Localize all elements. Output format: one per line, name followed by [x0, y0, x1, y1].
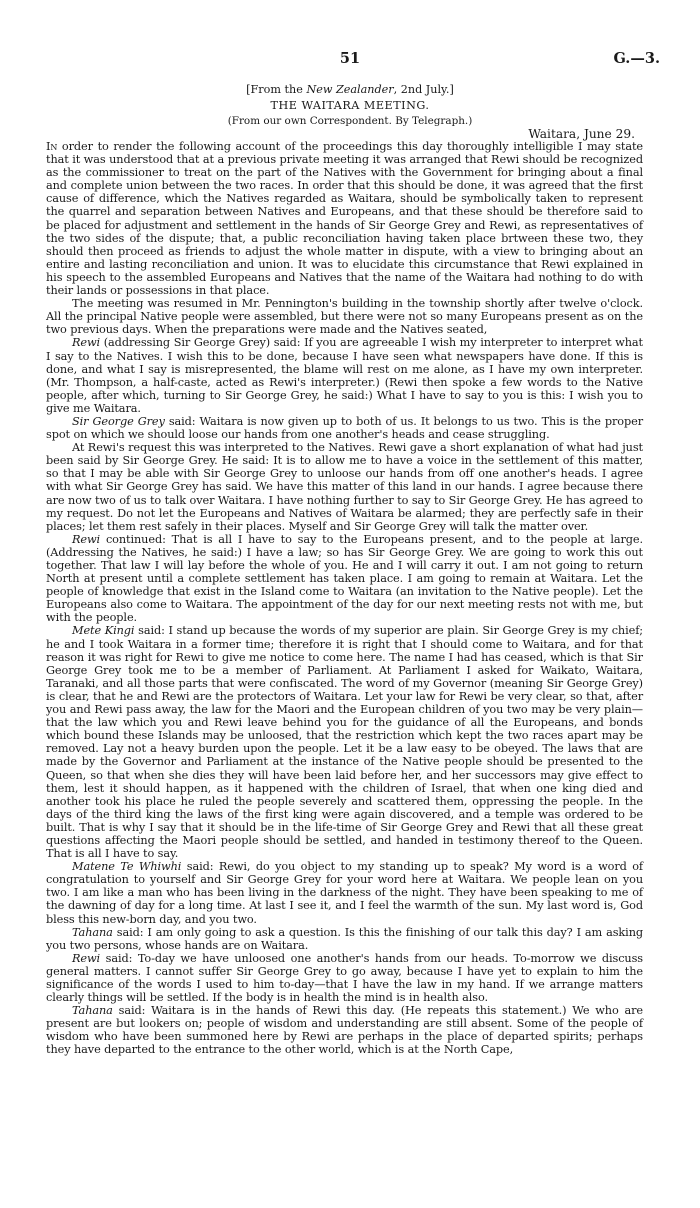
speaker-name: Tahana	[72, 1004, 113, 1018]
paragraph	[46, 952, 643, 1004]
speaker-name: Rewi	[72, 336, 101, 350]
source-suffix: , 2nd July.]	[393, 83, 454, 96]
source-prefix: [From the	[246, 83, 307, 96]
paragraph-text: said: To-day we have unloosed one another's hands from our heads. To-morrow we discuss general matters. I cannot suffer Sir George Grey to go away, because I have yet to explain to him the significance of the words I used to him to-day—that I have the law in my hand. If we arrange matters clearly things will be settled. If the body is in health the mind is in health also.	[46, 951, 643, 1005]
paragraph	[46, 336, 643, 415]
article-dateline: Waitara, June 29.	[528, 127, 635, 141]
paragraph-text: said: Waitara is now given up to both of us. It belongs to us two. This is the proper spot on which we should loose our hands from one another's heads and cease struggling.	[46, 414, 643, 442]
paragraph	[46, 297, 643, 336]
speaker-name: Tahana	[72, 925, 113, 939]
speaker-name: Rewi	[72, 951, 101, 965]
speaker-name: Matene Te Whiwhi	[72, 860, 182, 874]
speaker-name: Rewi	[72, 532, 101, 546]
article-title: THE WAITARA MEETING.	[270, 99, 430, 112]
paragraph-text: said: I stand up because the words of my superior are plain. Sir George Grey is my chief; he and I took Waitara in a former time; therefore it is right that I should come to Waitara, and for that reason it was right for Rewi to give me notice to come here. The name I had has ceased, which is that Sir George Grey took me to be a member of Parliament. At Parliament I asked for Waikato, Waitara, Taranaki, and all those parts that were confiscated. The word of my Governor (meaning Sir George Grey) is clear, that he and Rewi are the protectors of Waitara. Let your law for Rewi be very clear, so that, after you and Rewi pass away, the law for the Maori and the European children of you two may be very plain—that the law which you and Rewi leave behind you for the guidance of all the Europeans, and bonds which bound these Islands may be unloosed, that the restriction which kept the two races apart may be removed. Lay not a heavy burden upon the people. Let it be a law easy to be obeyed. The laws that are made by the Governor and Parliament at the instance of the Native people should be presented to the Queen, so that when she dies they will have been laid before her, and her successors may give effect to them, lest it should happen, as it happened with the children of Israel, that when one king died and another took his place he ruled the people severely and scattered them, oppressing the people. In the days of the third king the laws of the first king were again discovered, and a temple was ordered to be built. That is why I say that it should be in the life-time of Sir George Grey and Rewi that all these great questions affecting the Maori people should be settled, and handed in testimony thereof to the Queen. That is all I have to say.	[46, 624, 643, 861]
source-paper: New Zealander	[306, 83, 394, 96]
source-line	[0, 83, 700, 96]
paragraph-text: (addressing Sir George Grey) said: If you are agreeable I wish my interpreter to interpret what I say to the Natives. I wish this to be done, because I have seen what newspapers have done. If this is done, and what I say is misrepresented, the blame will rest on me alone, as I have my own interpreter. (Mr. Thompson, a half-caste, acted as Rewi's interpreter.) (Rewi then spoke a few words to the Native people, after which, turning to Sir George Grey, he said:) What I have to say to you is this: I wish you to give me Waitara.	[46, 336, 643, 415]
page-number: 51	[339, 50, 361, 67]
lead-word: In	[46, 140, 58, 153]
paragraph-text: The meeting was resumed in Mr. Pennington's building in the township shortly after twelve o'clock. All the principal Native people were assembled, but there were not so many Europeans present as on the two previous days. When the preparations were made and the Natives seated,	[46, 297, 643, 337]
paragraph-text: At Rewi's request this was interpreted to the Natives. Rewi gave a short explanation of what had just been said by Sir George Grey. He said: It is to allow me to have a voice in the settlement of this matter, so that I may be able with Sir George Grey to unloose our hands from off one another's heads. I agree with what Sir George Grey has said. We have this matter of this land in our hands. I agree because there are now two of us to talk over Waitara. I have nothing further to say to Sir George Grey. He has agreed to my request. Do not let the Europeans and Natives of Waitara be alarmed; they are perfectly safe in their places; let them rest safely in their places. Myself and Sir George Grey will talk the matter over.	[46, 441, 643, 533]
report-id: G.—3.	[613, 50, 660, 67]
paragraph	[46, 533, 643, 625]
paragraph	[46, 415, 643, 441]
paragraph	[46, 1004, 643, 1056]
paragraph	[46, 624, 643, 860]
paragraph-text: said: Waitara is in the hands of Rewi this day. (He repeats this statement.) We who are present are but lookers on; people of wisdom and understanding are still absent. Some of the people of wisdom who have been summoned here by Rewi are perhaps in the place of departed spirits; perhaps they have departed to the entrance to the other world, which is at the North Cape,	[46, 1004, 643, 1057]
paragraph-text: order to render the following account of the proceedings this day thoroughly intelligible I may state that it was understood that at a previous private meeting it was arranged that Rewi should be recognized as the commissioner to treat on the part of the Natives with the Government for bringing about a final and complete union between the two races. In order that this should be done, it was agreed that the first cause of difference, which the Natives regarded as Waitara, should be symbolically taken to represent the quarrel and separation between Natives and Europeans, and that these should be therefore said to be placed for adjustment and settlement in the hands of Sir George Grey and Rewi, as representatives of the two sides of the dispute; that, a public reconciliation having taken place brtween these two, they should then proceed as friends to adjust the whole matter in dispute, with a view to bringing about an entire and lasting reconciliation and union. It was to elucidate this circumstance that Rewi explained in his speech to the assembled Europeans and Natives that the name of the Waitara had nothing to do with their lands or possessions in that place.	[46, 140, 643, 298]
paragraph	[46, 140, 643, 297]
paragraph	[46, 926, 643, 952]
article-byline: (From our own Correspondent. By Telegraph.)	[227, 115, 473, 127]
paragraph-text: said: Rewi, do you object to my standing up to speak? My word is a word of congratulation to yourself and Sir George Grey for your word here at Waitara. We people lean on you two. I am like a man who has been living in the darkness of the night. They have been speaking to me of the dawning of day for a long time. At last I see it, and I feel the warmth of the sun. My last word is, God bless this new-born day, and you two.	[46, 860, 643, 926]
speaker-name: Mete Kingi	[72, 624, 135, 638]
speaker-name: Sir George Grey	[72, 414, 165, 428]
paragraph-text: said: I am only going to ask a question. Is this the finishing of our talk this day? I am asking you two persons, whose hands are on Waitara.	[46, 925, 643, 952]
article-body	[46, 140, 643, 1057]
paragraph-text: continued: That is all I have to say to the Europeans present, and to the people at large. (Addressing the Natives, he said:) I have a law; so has Sir George Grey. We are going to work this out together. That law I will lay before the whole of you. He and I will carry it out. I am not going to return North at present until a complete settlement has taken place. I am going to remain at Waitara. Let the people of knowledge that exist in the Island come to Waitara (an invitation to the Native people). Let the Europeans also come to Waitara. The appointment of the day for our next meeting rests not with me, but with the people.	[46, 532, 643, 625]
paragraph	[46, 441, 643, 533]
paragraph	[46, 860, 643, 925]
